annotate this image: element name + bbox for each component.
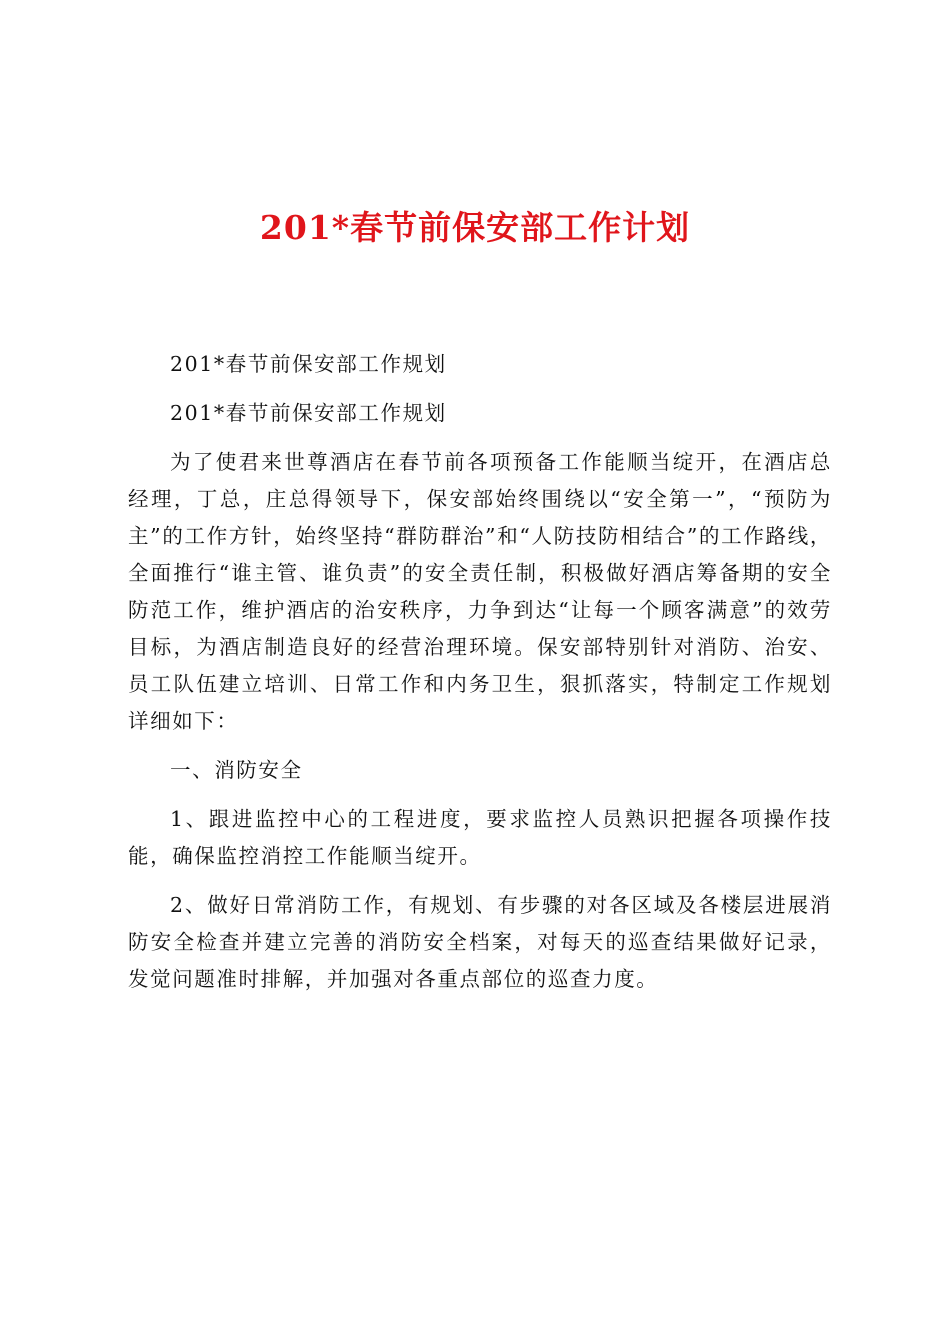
paragraph-subtitle-2: 201*春节前保安部工作规划 — [170, 401, 447, 425]
paragraph-item-2: 2、做好日常消防工作，有规划、有步骤的对各区域及各楼层进展消防安全检查并建立完善的消防安全档案，对每天的巡查结果做好记录，发觉问题准时排解，并加强对各重点部位的巡查力度。 — [128, 893, 832, 991]
paragraph-intro: 为了使君来世尊酒店在春节前各项预备工作能顺当绽开，在酒店总经理，丁总，庄总得领导下，保安部始终围绕以“安全第一”，“预防为主”的工作方针，始终坚持“群防群治”和“人防技防相结合”的工作路线，全面推行“谁主管、谁负责”的安全责任制，积极做好酒店筹备期的安全防范工作，维护酒店的治安秩序，力争到达“让每一个顾客满意”的效劳目标，为酒店制造良好的经营治理环境。保安部特别针对消防、治安、员工队伍建立培训、日常工作和内务卫生，狠抓落实，特制定工作规划详细如下： — [128, 450, 832, 733]
document-body — [128, 346, 832, 1010]
paragraph-subtitle-1: 201*春节前保安部工作规划 — [170, 352, 447, 376]
section-heading-fire-safety: 一、消防安全 — [170, 758, 303, 782]
document-title: 201*春节前保安部工作计划 — [259, 208, 691, 247]
paragraph-item-1: 1、跟进监控中心的工程进度，要求监控人员熟识把握各项操作技能，确保监控消控工作能顺当绽开。 — [128, 807, 832, 868]
